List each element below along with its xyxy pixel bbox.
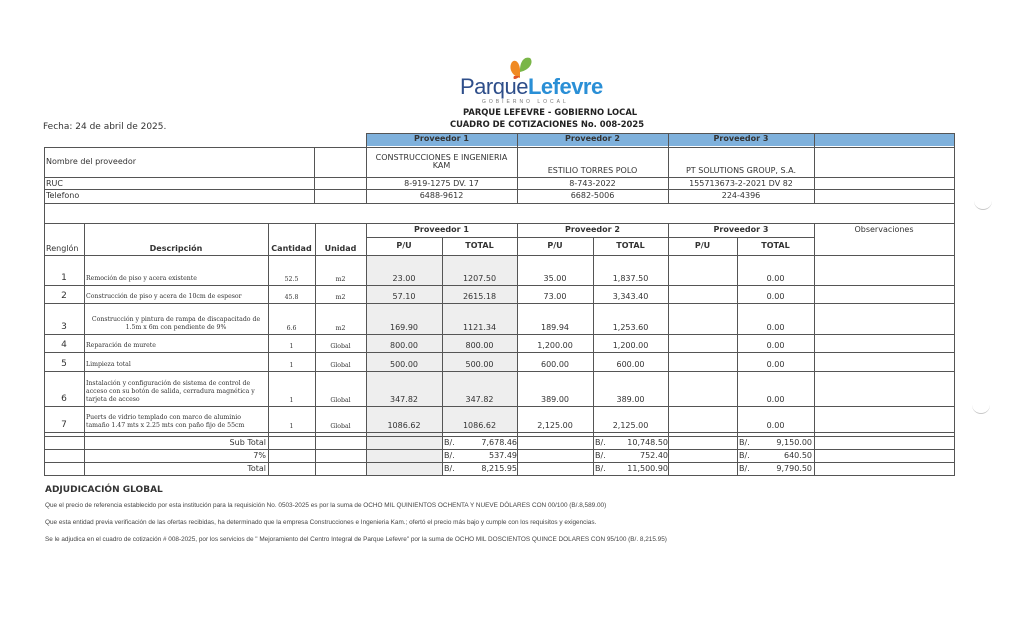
cell-renglon: 7: [61, 420, 67, 430]
summary-currency-p2: B/.: [595, 464, 606, 473]
grid-line: [314, 147, 315, 204]
cell-p3-pu: [668, 303, 737, 334]
cell-cantidad: 1: [289, 362, 294, 369]
summary-value-p3: 9,790.50: [776, 464, 812, 473]
grid-line: [366, 223, 367, 476]
label-nombre-proveedor: Nombre del proveedor: [46, 156, 137, 166]
cell-renglon: 6: [61, 394, 67, 404]
cell-p1-total: 1207.50: [462, 274, 497, 283]
provider-header-2: Proveedor 2: [517, 133, 668, 146]
grid-line: [954, 203, 955, 476]
grid-line: [593, 237, 594, 476]
cell-renglon: 5: [61, 359, 67, 369]
cell-p2-total: 3,343.40: [612, 292, 649, 301]
cell-p3-total: 0.00: [766, 292, 785, 301]
cell-p2-total: 2,125.00: [612, 421, 649, 430]
cell-descripcion: Reparación de murete: [86, 342, 156, 349]
cell-p2-total: 1,200.00: [612, 341, 649, 350]
grid-line: [814, 223, 815, 476]
grid-line: [44, 285, 955, 286]
qt-header-p2-pu: P/U: [547, 240, 563, 250]
grid-line: [44, 303, 955, 304]
cell-p3-pu: [668, 334, 737, 352]
summary-label: 7%: [253, 451, 266, 460]
cell-p2-pu: 189.94: [541, 323, 569, 332]
grid-line: [366, 237, 814, 238]
cell-descripcion: Construcción de piso y acera de 10cm de espesor: [86, 293, 242, 300]
qt-header-renglon: Renglón: [46, 244, 79, 253]
document-title: PARQUE LEFEVRE - GOBIERNO LOCAL: [463, 107, 638, 117]
qt-header-p3-pu: P/U: [694, 240, 711, 250]
cell-unidad: Global: [330, 423, 351, 430]
qt-header-provider-3: Proveedor 3: [713, 224, 769, 234]
summary-value-p3: 9,150.00: [776, 438, 812, 447]
parque-lefevre-logo: [456, 56, 606, 106]
qt-header-unidad: Unidad: [324, 244, 357, 253]
summary-label: Total: [247, 464, 266, 473]
grid-line: [44, 475, 955, 476]
grid-line: [44, 449, 955, 450]
provider-1-ruc: 8-919-1275 DV. 17: [404, 178, 479, 188]
cell-p2-total: 1,253.60: [612, 323, 649, 332]
cell-p3-total: 0.00: [766, 421, 785, 430]
cell-p3-total: 0.00: [766, 395, 785, 404]
cell-obs: [814, 255, 954, 285]
logo-subtitle: GOBIERNO LOCAL: [482, 99, 569, 105]
cell-p2-total: 389.00: [616, 395, 645, 404]
cell-descripcion: Instalación y configuración de sistema de control de acceso con su botón de salida, cerradura magnética y tarjeta de acceso: [86, 380, 255, 403]
provider-3-name: PT SOLUTIONS GROUP, S.A.: [685, 166, 796, 175]
summary-currency-p3: B/.: [739, 451, 750, 460]
grid-line: [517, 133, 518, 204]
adjudicacion-paragraph-2: Que esta entidad previa verificación de las ofertas recibidas, ha determinado que la empresa Construcciones e Ingenieria Kam.; ofertó el precio más bajo y cumple con los requisitos y exigencias.: [45, 519, 597, 526]
grid-line: [366, 133, 955, 134]
adjudicacion-paragraph-3: Se le adjudica en el cuadro de cotización # 008-2025, por los servicios de " Mejoramiento del Centro Integral de Parque Lefevre" por la suma de OCHO MIL DOSCIENTOS QUINCE DOLARES CON 95/100 (B/. 8,215.95): [45, 536, 667, 543]
grid-line: [44, 352, 955, 353]
qt-header-descripcion: Descripción: [149, 244, 203, 253]
cell-cantidad: 45.8: [284, 294, 299, 301]
summary-currency-p2: B/.: [595, 438, 606, 447]
cell-p1-total: 1086.62: [462, 421, 497, 430]
adjudicacion-paragraph-1: Que el precio de referencia establecido por esta institución para la requisición No. 0503-2025 es por la suma de OCHO MIL QUINIENTOS OCHENTA Y NUEVE DÓLARES CON 00/100 (B/.8,589.00): [45, 502, 607, 509]
cell-obs: [814, 285, 954, 303]
provider-1-name: CONSTRUCCIONES E INGENIERIA KAM: [375, 152, 508, 170]
cell-p1-total: 500.00: [465, 360, 494, 369]
label-ruc: RUC: [46, 178, 63, 188]
grid-line: [668, 223, 669, 476]
cell-p1-total: 800.00: [465, 341, 494, 350]
grid-line: [44, 255, 955, 256]
cell-p2-pu: 600.00: [541, 360, 569, 369]
cell-p3-pu: [668, 352, 737, 371]
grid-line: [44, 177, 955, 178]
provider-header-extra: [814, 133, 954, 146]
cell-cantidad: 6.6: [286, 325, 297, 332]
summary-label: Sub Total: [229, 438, 266, 447]
qt-header-p3-total: TOTAL: [761, 240, 790, 250]
logo-text-parque: Parque: [460, 74, 528, 99]
cell-unidad: m2: [335, 276, 346, 283]
summary-value-p2: 10,748.50: [627, 438, 668, 447]
cell-p1-pu: 57.10: [392, 292, 416, 301]
summary-currency-p2: B/.: [595, 451, 606, 460]
provider-1-phone: 6488-9612: [419, 191, 464, 200]
grid-line: [442, 237, 443, 476]
provider-3-ruc: 155713673-2-2021 DV 82: [689, 178, 793, 188]
cell-unidad: Global: [330, 397, 351, 404]
grid-line: [737, 237, 738, 476]
cell-p1-total: 1121.34: [462, 323, 497, 332]
cell-p2-pu: 35.00: [543, 274, 567, 283]
summary-value-p1: 8,215.95: [481, 464, 517, 473]
summary-value-p2: 11,500.90: [627, 464, 668, 473]
cell-unidad: m2: [335, 325, 346, 332]
cell-unidad: Global: [330, 343, 351, 350]
grid-line: [44, 371, 955, 372]
summary-currency-p1: B/.: [444, 464, 455, 473]
cell-p1-total: 2615.18: [462, 292, 497, 301]
grid-line: [44, 147, 955, 148]
summary-currency-p1: B/.: [444, 451, 455, 460]
grid-line: [44, 436, 955, 437]
cell-p3-pu: [668, 285, 737, 303]
qt-header-cantidad: Cantidad: [271, 244, 312, 253]
grid-line: [668, 133, 669, 204]
cell-p3-pu: [668, 406, 737, 432]
cell-p2-pu: 389.00: [541, 395, 569, 404]
grid-line: [44, 147, 45, 204]
cell-p1-pu: 800.00: [390, 341, 418, 350]
cell-obs: [814, 303, 954, 334]
grid-line: [366, 133, 367, 204]
cell-p1-pu: 500.00: [390, 360, 418, 369]
qt-header-p1-pu: P/U: [396, 240, 412, 250]
label-telefono: Telefono: [46, 191, 80, 200]
cell-p2-pu: 2,125.00: [537, 421, 573, 430]
cell-obs: [814, 406, 954, 432]
provider-2-name: ESTILIO TORRES POLO: [547, 166, 638, 175]
cell-cantidad: 1: [289, 343, 294, 350]
cell-p1-pu: 347.82: [390, 395, 418, 404]
grid-line: [814, 133, 815, 204]
grid-line: [315, 223, 316, 476]
qt-header-provider-1: Proveedor 1: [414, 224, 469, 234]
cell-unidad: m2: [335, 294, 346, 301]
grid-line: [44, 203, 45, 476]
cell-p1-pu: 169.90: [390, 323, 418, 332]
qt-header-p1-total: TOTAL: [465, 240, 494, 250]
cell-cantidad: 1: [289, 423, 294, 430]
grid-line: [954, 133, 955, 204]
cell-cantidad: 1: [289, 397, 294, 404]
cell-p3-pu: [668, 371, 737, 406]
summary-currency-p3: B/.: [739, 438, 750, 447]
grid-line: [44, 406, 955, 407]
provider-header-1: Proveedor 1: [366, 133, 517, 146]
qt-header-observaciones: Observaciones: [854, 224, 914, 234]
document-date: Fecha: 24 de abril de 2025.: [43, 122, 167, 132]
provider-3-phone: 224-4396: [721, 191, 761, 200]
cell-renglon: 4: [61, 340, 67, 350]
adjudicacion-title: ADJUDICACIÓN GLOBAL: [45, 485, 163, 495]
provider-1-shade-summary: [366, 432, 442, 475]
grid-line: [44, 334, 955, 335]
cell-p2-total: 1,837.50: [612, 274, 649, 283]
cell-renglon: 1: [61, 273, 67, 283]
summary-value-p2: 752.40: [640, 451, 668, 460]
cell-p3-total: 0.00: [766, 323, 785, 332]
cell-p1-total: 347.82: [465, 395, 494, 404]
grid-line: [44, 462, 955, 463]
cell-cantidad: 52.5: [284, 276, 299, 283]
cell-renglon: 3: [61, 322, 67, 332]
cell-obs: [814, 371, 954, 406]
qt-header-provider-2: Proveedor 2: [565, 224, 620, 234]
cell-p3-pu: [668, 255, 737, 285]
cell-p3-total: 0.00: [766, 341, 785, 350]
summary-currency-p3: B/.: [739, 464, 750, 473]
provider-header-3: Proveedor 3: [668, 133, 814, 146]
qt-header-p2-total: TOTAL: [616, 240, 645, 250]
summary-currency-p1: B/.: [444, 438, 455, 447]
cell-descripcion: Puerts de vidrio templado con marco de aluminio tamaño 1.47 mts x 2.25 mts con paño fijo de 55cm: [86, 414, 245, 429]
grid-line: [44, 203, 955, 204]
grid-line: [268, 223, 269, 476]
grid-line: [44, 223, 955, 224]
grid-line: [44, 432, 955, 433]
cell-descripcion: Construcción y pintura de rampa de discapacitado de 1.5m x 6m con pendiente de 9%: [91, 316, 261, 331]
summary-value-p3: 640.50: [784, 451, 812, 460]
document-subtitle: CUADRO DE COTIZACIONES No. 008-2025: [450, 119, 645, 129]
grid-line: [517, 223, 518, 476]
summary-value-p1: 537.49: [489, 451, 517, 460]
cell-p2-total: 600.00: [616, 360, 645, 369]
cell-p2-pu: 73.00: [543, 292, 567, 301]
cell-p2-pu: 1,200.00: [537, 341, 573, 350]
cell-descripcion: Remoción de piso y acera existente: [86, 275, 197, 282]
summary-value-p1: 7,678.46: [481, 438, 517, 447]
cell-obs: [814, 334, 954, 352]
cell-descripcion: Limpieza total: [86, 361, 131, 368]
cell-p3-total: 0.00: [766, 274, 785, 283]
cell-unidad: Global: [330, 362, 351, 369]
cell-p1-pu: 1086.62: [387, 421, 421, 430]
punch-hole-mark: [972, 404, 990, 414]
cell-p3-total: 0.00: [766, 360, 785, 369]
cell-renglon: 2: [61, 291, 67, 301]
provider-2-phone: 6682-5006: [570, 191, 615, 200]
cell-p1-pu: 23.00: [392, 274, 416, 283]
grid-line: [84, 223, 85, 476]
logo-text-lefevre: Lefevre: [527, 74, 603, 99]
cell-obs: [814, 352, 954, 371]
provider-2-ruc: 8-743-2022: [569, 178, 616, 188]
grid-line: [44, 189, 955, 190]
punch-hole-mark: [974, 200, 992, 210]
